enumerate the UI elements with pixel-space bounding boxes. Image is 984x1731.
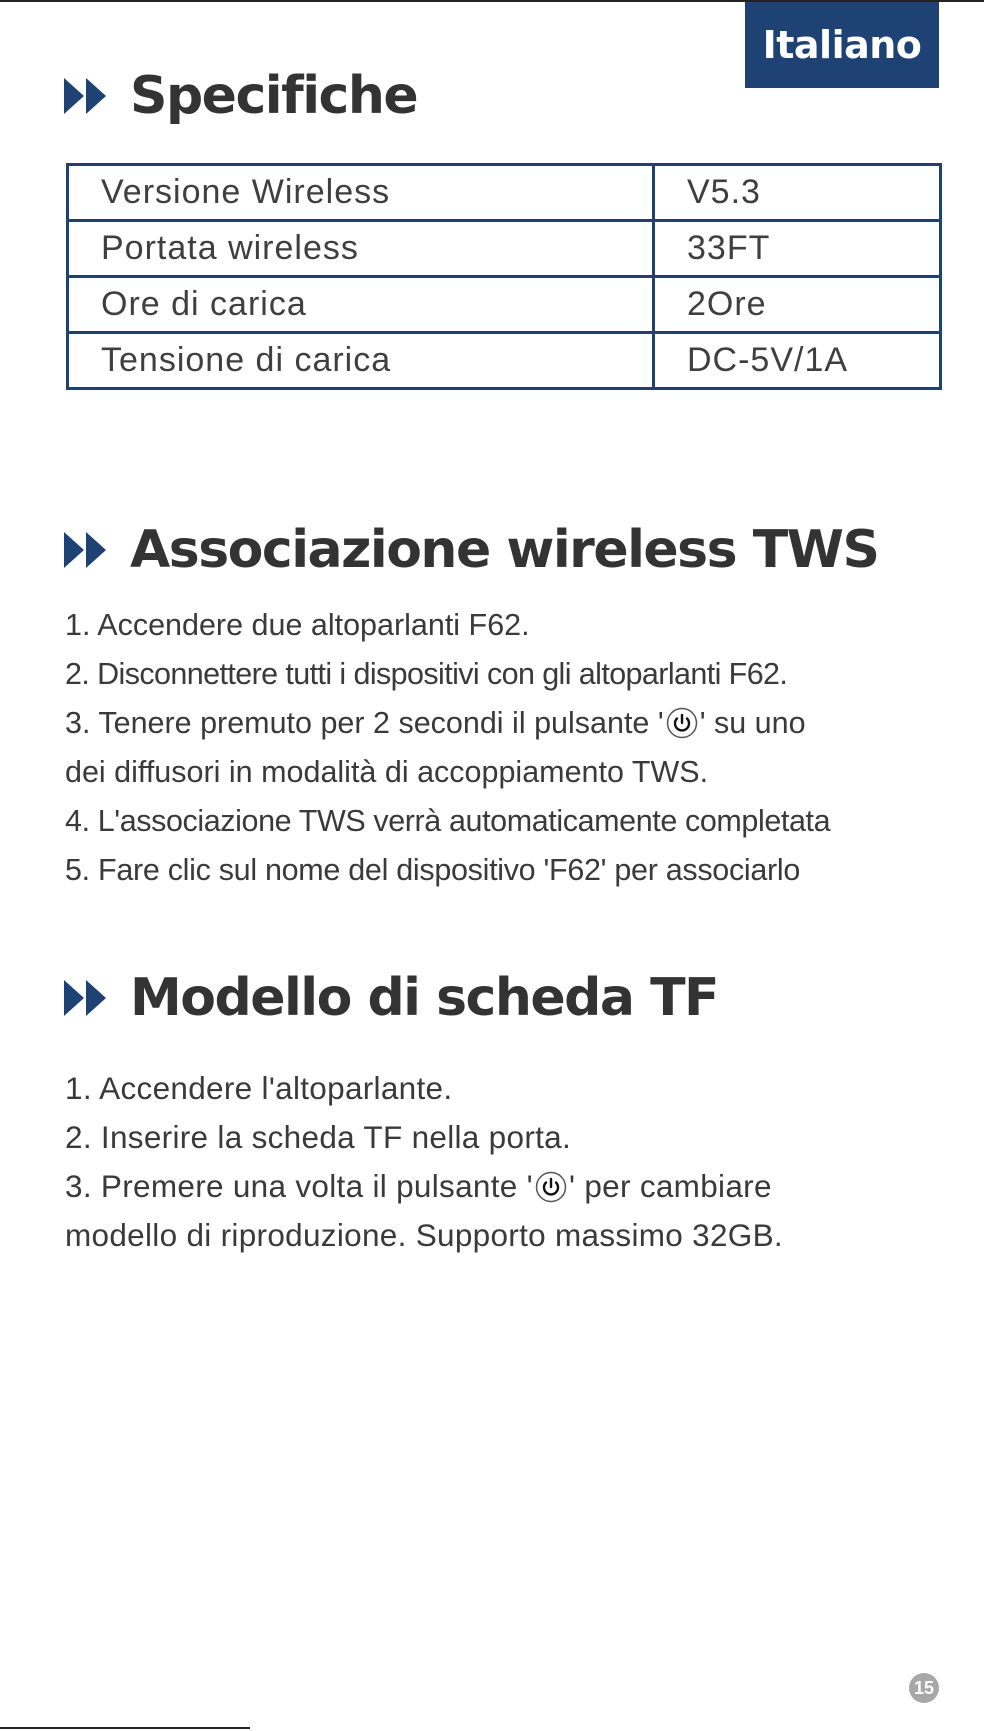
step-text: ' per cambiare — [568, 1168, 772, 1204]
list-item: 1. Accendere due altoparlanti F62. — [65, 608, 530, 642]
spec-label: Portata wireless — [68, 221, 654, 277]
section-title-tf — [64, 968, 718, 1028]
table-row — [68, 221, 941, 277]
list-item: 5. Fare clic sul nome del dispositivo 'F62' per associarlo — [65, 853, 801, 887]
table-row — [68, 165, 941, 221]
section-title-tws — [64, 520, 878, 580]
table-row — [68, 333, 941, 389]
language-badge: Italiano — [745, 2, 939, 88]
spec-label: Tensione di carica — [68, 333, 654, 389]
list-item: 2. Inserire la scheda TF nella porta. — [65, 1119, 572, 1155]
list-item: 4. L'associazione TWS verrà automaticamente completata — [65, 804, 831, 838]
tws-steps-list — [65, 601, 955, 895]
spec-value: 2Ore — [654, 277, 941, 333]
section-title-text: Associazione wireless TWS — [130, 520, 879, 580]
list-item: 2. Disconnettere tutti i dispositivi con gli altoparlanti F62. — [65, 657, 788, 691]
double-chevron-right-icon — [64, 530, 110, 570]
double-chevron-right-icon — [64, 978, 110, 1018]
list-item: 1. Accendere l'altoparlante. — [65, 1070, 453, 1106]
power-icon — [666, 707, 698, 739]
section-title-specs — [64, 66, 417, 126]
spec-label: Versione Wireless — [68, 165, 654, 221]
step-text: ' su uno — [699, 706, 806, 740]
section-title-text: Specifiche — [130, 66, 418, 126]
power-icon — [535, 1171, 567, 1203]
step-text: 3. Tenere premuto per 2 secondi il pulsante ' — [65, 706, 664, 740]
table-row — [68, 277, 941, 333]
double-chevron-right-icon — [64, 76, 110, 116]
spec-value: DC-5V/1A — [654, 333, 941, 389]
section-title-text: Modello di scheda TF — [130, 968, 719, 1028]
list-item: modello di riproduzione. Supporto massimo 32GB. — [65, 1217, 783, 1253]
list-item — [65, 1162, 955, 1211]
page-number: 15 — [909, 1673, 939, 1703]
spec-label: Ore di carica — [68, 277, 654, 333]
spec-value: 33FT — [654, 221, 941, 277]
bottom-rule — [0, 1727, 250, 1729]
list-item: dei diffusori in modalità di accoppiamento TWS. — [65, 755, 709, 789]
step-text: 3. Premere una volta il pulsante ' — [65, 1168, 533, 1204]
tf-steps-list — [65, 1064, 955, 1260]
specs-table — [66, 163, 942, 390]
list-item — [65, 699, 955, 748]
spec-value: V5.3 — [654, 165, 941, 221]
